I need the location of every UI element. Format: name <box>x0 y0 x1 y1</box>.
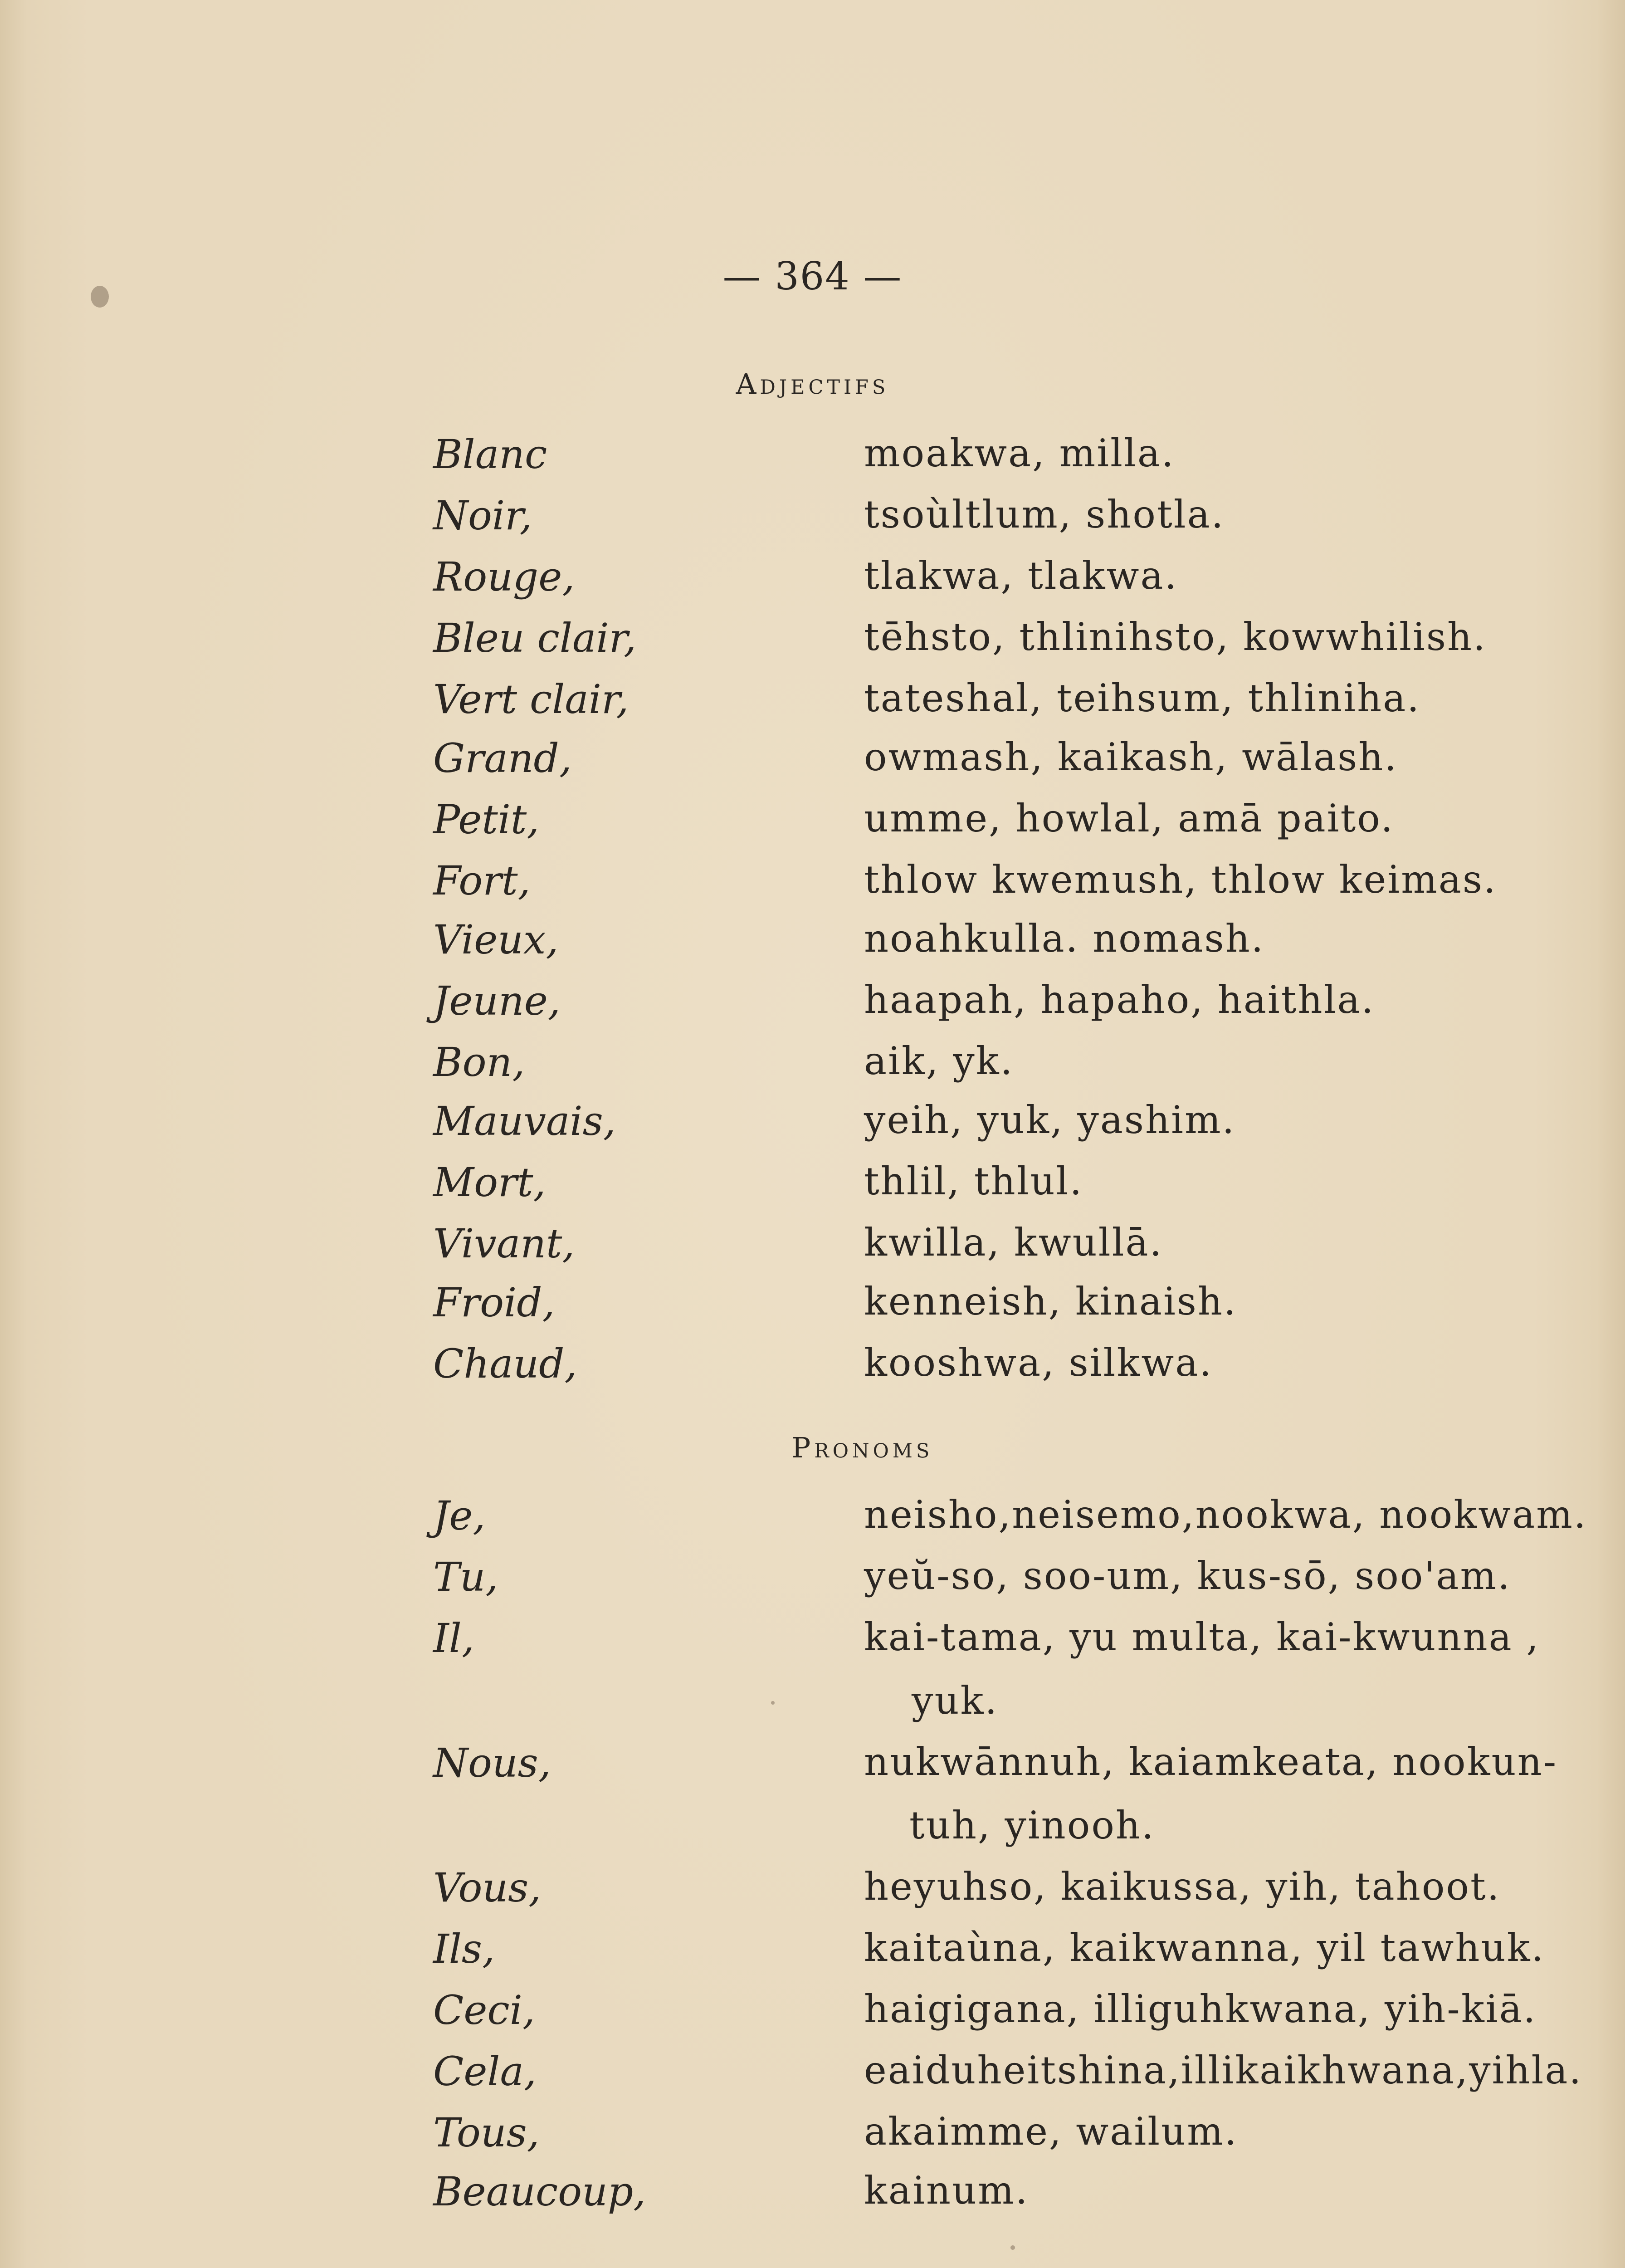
french-word: Petit, <box>433 796 540 843</box>
native-translation: tēhsto, thlinihsto, kowwhilish. <box>864 615 1487 659</box>
french-word: Cela, <box>433 2048 537 2095</box>
french-word: Rouge, <box>433 553 575 600</box>
native-translation: thlil, thlul. <box>864 1159 1083 1203</box>
native-translation: kaitaùna, kaikwanna, yil tawhuk. <box>864 1926 1545 1970</box>
french-word: Grand, <box>433 735 572 782</box>
paper-speck <box>771 1701 775 1705</box>
entry-row <box>0 1159 1625 1213</box>
entry-row <box>0 735 1625 789</box>
french-word: Mauvais, <box>433 1098 616 1144</box>
french-word: Noir, <box>433 492 532 539</box>
entry-row <box>0 2048 1625 2102</box>
native-continuation: tuh, yinooh. <box>909 1803 1155 1848</box>
entry-row <box>0 2168 1625 2223</box>
french-word: Mort, <box>433 1159 546 1206</box>
native-translation: moakwa, milla. <box>864 431 1175 475</box>
french-word: Chaud, <box>433 1340 577 1387</box>
french-word: Vous, <box>433 1864 542 1911</box>
native-translation: heyuhso, kaikussa, yih, tahoot. <box>864 1864 1501 1909</box>
french-word: Fort, <box>433 857 531 904</box>
entry-row <box>0 615 1625 669</box>
native-translation: yeŭ-so, soo-um, kus-sō, soo'am. <box>864 1554 1511 1598</box>
entry-row <box>0 1279 1625 1334</box>
entry-row <box>0 1340 1625 1395</box>
entry-row <box>0 916 1625 971</box>
entry-row <box>0 1926 1625 1980</box>
french-word: Vert clair, <box>433 676 629 723</box>
adjectifs-heading: Adjectifs <box>736 367 889 401</box>
native-continuation: yuk. <box>912 1678 999 1723</box>
entry-row <box>0 978 1625 1032</box>
native-translation: tsoùltlum, shotla. <box>864 492 1225 537</box>
french-word: Ceci, <box>433 1987 535 2033</box>
entry-row <box>0 857 1625 912</box>
native-translation: aik, yk. <box>864 1039 1014 1083</box>
page-number: — 364 — <box>722 254 903 298</box>
french-word: Vivant, <box>433 1220 575 1267</box>
entry-row <box>0 431 1625 485</box>
entry-row <box>0 796 1625 850</box>
pronoms-heading: Pronoms <box>791 1431 933 1464</box>
entry-row <box>0 1740 1625 1794</box>
entry-row <box>0 1554 1625 1608</box>
native-translation: neisho,neisemo,nookwa, nookwam. <box>864 1492 1587 1537</box>
french-word: Je, <box>433 1492 486 1539</box>
native-translation: tlakwa, tlakwa. <box>864 553 1178 598</box>
paper-speck <box>1010 2245 1015 2250</box>
native-translation: kenneish, kinaish. <box>864 1279 1237 1324</box>
native-translation: yeih, yuk, yashim. <box>864 1098 1236 1142</box>
native-translation: tateshal, teihsum, thliniha. <box>864 676 1420 720</box>
french-word: Beaucoup, <box>433 2168 646 2215</box>
native-translation: kai-tama, yu multa, kai-kwunna , <box>864 1615 1540 1659</box>
native-translation: thlow kwemush, thlow keimas. <box>864 857 1497 902</box>
entry-row <box>0 2109 1625 2164</box>
french-word: Bleu clair, <box>433 615 636 661</box>
native-translation: nukwānnuh, kaiamkeata, nookun- <box>864 1740 1558 1784</box>
native-translation: kainum. <box>864 2168 1029 2213</box>
entry-row <box>0 1220 1625 1275</box>
french-word: Blanc <box>433 431 547 478</box>
french-word: Tu, <box>433 1554 498 1600</box>
entry-row <box>0 1864 1625 1919</box>
french-word: Il, <box>433 1615 474 1662</box>
french-word: Ils, <box>433 1926 495 1972</box>
entry-row <box>0 1039 1625 1093</box>
native-translation: haapah, hapaho, haithla. <box>864 978 1375 1022</box>
entry-row <box>0 1615 1625 1669</box>
native-translation: kwilla, kwullā. <box>864 1220 1163 1265</box>
entry-row <box>0 492 1625 547</box>
french-word: Nous, <box>433 1740 551 1786</box>
french-word: Tous, <box>433 2109 540 2156</box>
french-word: Bon, <box>433 1039 525 1085</box>
native-translation: haigigana, illiguhkwana, yih-kiā. <box>864 1987 1537 2031</box>
native-translation: kooshwa, silkwa. <box>864 1340 1213 1385</box>
entry-row <box>0 1987 1625 2041</box>
paper-stain <box>91 286 109 308</box>
entry-row <box>0 676 1625 730</box>
native-translation: owmash, kaikash, wālash. <box>864 735 1398 779</box>
entry-row <box>0 553 1625 608</box>
french-word: Froid, <box>433 1279 555 1326</box>
entry-row <box>0 1492 1625 1547</box>
native-translation: eaiduheitshina,illikaikhwana,yihla. <box>864 2048 1583 2092</box>
french-word: Vieux, <box>433 916 559 963</box>
entry-row <box>0 1098 1625 1152</box>
native-translation: noahkulla. nomash. <box>864 916 1265 961</box>
native-translation: akaimme, wailum. <box>864 2109 1238 2154</box>
native-translation: umme, howlal, amā paito. <box>864 796 1395 841</box>
french-word: Jeune, <box>433 978 561 1024</box>
